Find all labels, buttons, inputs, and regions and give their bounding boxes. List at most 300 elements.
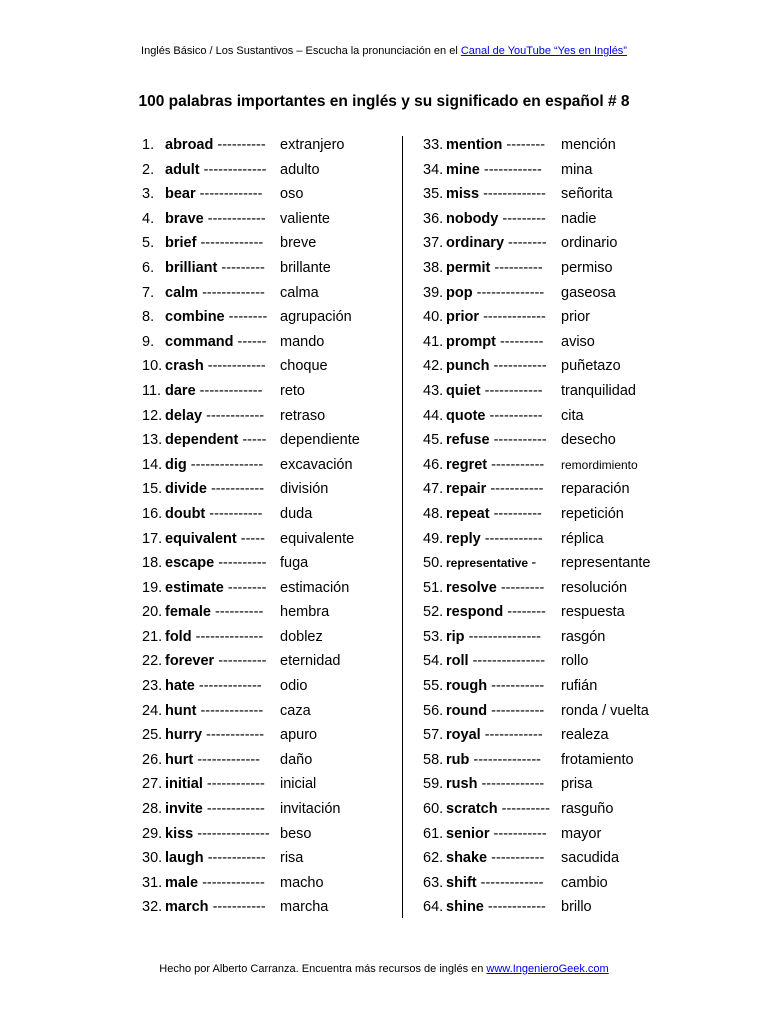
english-word [165, 281, 265, 306]
english-word-text: prompt [446, 333, 496, 350]
spanish-translation: eternidad [280, 653, 341, 670]
english-word-text: prior [446, 309, 480, 326]
spanish-translation: puñetazo [561, 358, 621, 375]
word-row [142, 871, 392, 896]
dash-separator: ------------- [483, 186, 546, 203]
word-number: 32. [142, 899, 163, 916]
word-number: 1. [142, 137, 155, 153]
word-number: 45. [423, 432, 444, 449]
english-word-text: rough [446, 678, 488, 695]
word-row [142, 723, 392, 748]
word-row [423, 379, 683, 404]
english-word [165, 231, 263, 256]
word-row [423, 600, 683, 625]
english-word-text: bear [165, 186, 196, 203]
dash-separator: ------------ [206, 727, 265, 744]
spanish-translation: réplica [561, 530, 604, 547]
english-word [165, 846, 266, 871]
english-word-text: combine [165, 309, 225, 326]
word-number: 15. [142, 481, 163, 498]
dash-separator: ------------ [206, 776, 265, 793]
english-word-text: roll [446, 653, 469, 670]
youtube-channel-link[interactable]: Canal de YouTube “Yes en Inglés” [460, 45, 627, 57]
english-word-text: hunt [165, 702, 197, 719]
website-link[interactable]: www.IngenieroGeek.com [486, 963, 609, 975]
spanish-translation: sacudida [561, 850, 620, 867]
word-row [142, 305, 392, 330]
word-number: 43. [423, 382, 444, 399]
word-row [142, 674, 392, 699]
dash-separator: -------- [507, 604, 546, 621]
word-row [423, 723, 683, 748]
spanish-translation: odio [280, 678, 308, 695]
english-word [446, 772, 544, 797]
word-row [423, 895, 683, 920]
word-row [142, 625, 392, 650]
english-word-text: doubt [165, 505, 206, 522]
word-number: 26. [142, 751, 163, 768]
word-number: 2. [142, 161, 155, 178]
word-row [423, 477, 683, 502]
english-word-text: march [165, 899, 209, 916]
spanish-translation: retraso [280, 407, 326, 424]
english-word [165, 207, 266, 232]
dash-separator: - [531, 555, 537, 572]
dash-separator: ----------- [210, 481, 265, 498]
dash-separator: ------------- [480, 874, 544, 891]
english-word-text: permit [446, 259, 491, 276]
word-row [423, 428, 683, 453]
dash-separator: ----- [242, 432, 267, 449]
word-number: 56. [423, 702, 444, 719]
spanish-translation: resolución [561, 579, 628, 596]
word-number: 62. [423, 850, 444, 867]
english-word-text: invite [165, 801, 203, 818]
dash-separator: ------------ [206, 407, 265, 424]
word-row [142, 330, 392, 355]
word-row [142, 649, 392, 674]
word-number: 23. [142, 678, 163, 695]
english-word-text: respond [446, 604, 504, 621]
dash-separator: ----------- [493, 432, 547, 449]
english-word [446, 158, 542, 183]
dash-separator: -------- [227, 579, 267, 596]
word-number: 44. [423, 407, 444, 424]
english-word [446, 453, 544, 478]
dash-separator: ----------- [491, 702, 545, 719]
english-word [165, 822, 270, 847]
spanish-translation: brillo [561, 899, 592, 916]
word-number: 3. [142, 186, 155, 203]
dash-separator: ----------- [489, 407, 543, 424]
word-row [423, 305, 683, 330]
word-row [142, 600, 392, 625]
spanish-translation: dependiente [280, 432, 360, 449]
word-number: 50. [423, 555, 444, 572]
word-row [423, 354, 683, 379]
word-row [423, 231, 683, 256]
word-row [423, 502, 683, 527]
word-number: 9. [142, 333, 155, 350]
spanish-translation: daño [280, 751, 313, 768]
word-row [142, 207, 392, 232]
english-word [446, 699, 544, 724]
english-word-text: refuse [446, 432, 490, 449]
word-number: 46. [423, 456, 444, 473]
spanish-translation: desecho [561, 432, 616, 449]
word-number: 63. [423, 874, 444, 891]
english-word-text: representative [446, 556, 529, 571]
word-row [423, 699, 683, 724]
english-word [446, 305, 546, 330]
spanish-translation: rollo [561, 653, 589, 670]
spanish-translation: calma [280, 284, 319, 301]
english-word-text: resolve [446, 579, 497, 596]
word-number: 18. [142, 555, 163, 572]
spanish-translation: apuro [280, 727, 318, 744]
word-number: 14. [142, 456, 163, 473]
word-number: 16. [142, 505, 163, 522]
english-word [446, 379, 543, 404]
word-number: 58. [423, 751, 444, 768]
spanish-translation: gaseosa [561, 284, 616, 301]
word-row [423, 674, 683, 699]
english-word-text: pop [446, 284, 473, 301]
dash-separator: ------------ [484, 727, 543, 744]
english-word-text: escape [165, 555, 215, 572]
spanish-translation: tranquilidad [561, 382, 636, 399]
dash-separator: --------------- [197, 825, 270, 842]
dash-separator: ------------ [487, 899, 546, 916]
spanish-translation: risa [280, 850, 304, 867]
english-word-text: round [446, 702, 488, 719]
spanish-translation: reto [280, 382, 305, 399]
english-word-text: reply [446, 530, 481, 547]
word-number: 22. [142, 653, 163, 670]
english-word-text: delay [165, 407, 203, 424]
english-word [446, 723, 543, 748]
english-word-text: royal [446, 727, 481, 744]
word-number: 33. [423, 137, 444, 153]
english-word [446, 600, 546, 625]
english-word-text: hurry [165, 727, 203, 744]
word-row [142, 502, 392, 527]
english-word-text: scratch [446, 801, 498, 818]
english-word-text: dependent [165, 432, 239, 449]
english-word [446, 871, 543, 896]
word-number: 29. [142, 825, 163, 842]
english-word-text: fold [165, 628, 192, 645]
dash-separator: --------------- [190, 456, 264, 473]
word-number: 60. [423, 801, 444, 818]
word-number: 40. [423, 309, 444, 326]
english-word [165, 527, 265, 552]
word-number: 36. [423, 210, 444, 227]
spanish-translation: rasgón [561, 628, 606, 645]
english-word [165, 699, 263, 724]
dash-separator: ------------- [202, 874, 265, 891]
word-row [423, 871, 683, 896]
dash-separator: ------------- [483, 309, 546, 326]
word-number: 4. [142, 210, 155, 227]
spanish-translation: caza [280, 702, 311, 719]
dash-separator: ------------ [484, 530, 543, 547]
spanish-translation: oso [280, 186, 304, 203]
dash-separator: ------------- [199, 186, 263, 203]
word-row [423, 846, 683, 871]
word-row [142, 158, 392, 183]
word-row [423, 453, 683, 478]
dash-separator: ----------- [493, 825, 547, 842]
dash-separator: ------------- [197, 751, 260, 768]
dash-separator: ------------- [481, 776, 545, 793]
word-row [142, 527, 392, 552]
english-word-text: hurt [165, 751, 194, 768]
word-row [423, 404, 683, 429]
spanish-translation: permiso [561, 259, 613, 276]
spanish-translation: prior [561, 309, 591, 326]
word-row [142, 404, 392, 429]
english-word [165, 600, 263, 625]
english-word-text: dare [165, 382, 196, 399]
english-word-text: brief [165, 235, 197, 252]
spanish-translation: rufián [561, 678, 598, 695]
english-word-text: kiss [165, 825, 194, 842]
english-word [446, 182, 546, 207]
word-row [423, 748, 683, 773]
column-divider [402, 136, 403, 918]
spanish-translation: remordimiento [561, 457, 638, 472]
spanish-translation: realeza [561, 727, 609, 744]
word-row [142, 797, 392, 822]
spanish-translation: hembra [280, 604, 330, 621]
spanish-translation: invitación [280, 801, 341, 818]
spanish-translation: brillante [280, 259, 331, 276]
english-word-text: ordinary [446, 235, 505, 252]
word-row [142, 182, 392, 207]
word-row [142, 428, 392, 453]
word-number: 55. [423, 678, 444, 695]
word-number: 34. [423, 161, 444, 178]
word-number: 20. [142, 604, 163, 621]
dash-separator: ----- [240, 530, 265, 547]
english-word-text: rub [446, 751, 470, 768]
dash-separator: ---------- [217, 137, 266, 153]
dash-separator: ----------- [491, 850, 545, 867]
spanish-translation: repetición [561, 505, 624, 522]
spanish-translation: breve [280, 235, 317, 252]
english-word [165, 428, 267, 453]
english-word [446, 846, 544, 871]
spanish-translation: doblez [280, 628, 323, 645]
english-word [165, 649, 267, 674]
english-word [446, 748, 541, 773]
spanish-translation: choque [280, 358, 328, 375]
english-word [165, 502, 262, 527]
dash-separator: ------------ [206, 801, 265, 818]
word-row [142, 453, 392, 478]
english-word-text: dig [165, 456, 187, 473]
dash-separator: ---------- [218, 653, 267, 670]
word-row [142, 354, 392, 379]
word-row [142, 576, 392, 601]
word-number: 61. [423, 825, 444, 842]
dash-separator: ------------ [483, 161, 542, 178]
spanish-translation: inicial [280, 776, 317, 793]
dash-separator: ------------- [200, 702, 264, 719]
spanish-translation: equivalente [280, 530, 355, 547]
english-word [165, 674, 262, 699]
spanish-translation: rasguño [561, 801, 614, 818]
dash-separator: ----------- [491, 678, 545, 695]
english-word [165, 871, 265, 896]
english-word [446, 231, 547, 256]
dash-separator: --------------- [468, 628, 541, 645]
spanish-translation: excavación [280, 456, 353, 473]
english-word [446, 895, 546, 920]
english-word [165, 723, 264, 748]
english-word [165, 133, 266, 158]
word-number: 13. [142, 432, 163, 449]
english-word [446, 576, 544, 601]
word-number: 11. [142, 382, 162, 399]
dash-separator: -------- [506, 137, 546, 153]
word-row [142, 231, 392, 256]
english-word [446, 527, 543, 552]
english-word-text: rush [446, 776, 478, 793]
dash-separator: -------------- [473, 751, 541, 768]
english-word-text: regret [446, 456, 488, 473]
spanish-translation: ronda / vuelta [561, 702, 649, 719]
dash-separator: ------------ [207, 850, 266, 867]
english-word [165, 576, 267, 601]
word-row [423, 133, 683, 158]
word-row [142, 895, 392, 920]
dash-separator: ------------- [199, 382, 263, 399]
word-number: 51. [423, 579, 444, 596]
word-number: 38. [423, 259, 444, 276]
spanish-translation: respuesta [561, 604, 625, 621]
word-list-left [142, 133, 392, 920]
english-word-text: shake [446, 850, 488, 867]
word-row [423, 182, 683, 207]
word-row [142, 699, 392, 724]
word-number: 8. [142, 309, 155, 326]
word-number: 57. [423, 727, 444, 744]
spanish-translation: señorita [561, 186, 613, 203]
english-word [446, 207, 546, 232]
english-word [165, 379, 262, 404]
english-word [446, 256, 543, 281]
english-word-text: miss [446, 186, 480, 203]
word-number: 30. [142, 850, 163, 867]
word-number: 64. [423, 899, 444, 916]
spanish-translation: fuga [280, 555, 309, 572]
word-row [142, 748, 392, 773]
english-word [165, 772, 265, 797]
english-word-text: senior [446, 825, 490, 842]
spanish-translation: duda [280, 505, 313, 522]
dash-separator: ---------- [494, 259, 543, 276]
dash-separator: ----------- [490, 481, 544, 498]
english-word [165, 256, 265, 281]
english-word [165, 158, 266, 183]
english-word-text: divide [165, 481, 207, 498]
english-word-text: forever [165, 653, 215, 670]
spanish-translation: marcha [280, 899, 329, 916]
word-row [423, 527, 683, 552]
english-word-text: mine [446, 161, 480, 178]
word-number: 35. [423, 186, 444, 203]
page-title: 100 palabras importantes en inglés y su significado en español # 8 [138, 93, 630, 110]
spanish-translation: ordinario [561, 235, 618, 252]
english-word-text: nobody [446, 210, 499, 227]
word-number: 31. [142, 874, 163, 891]
word-number: 48. [423, 505, 444, 522]
word-row [423, 576, 683, 601]
english-word [446, 502, 542, 527]
english-word-text: brave [165, 210, 204, 227]
spanish-translation: valiente [280, 210, 330, 227]
dash-separator: --------- [500, 579, 545, 596]
english-word-text: mention [446, 137, 503, 153]
word-row [423, 158, 683, 183]
english-word [165, 895, 266, 920]
dash-separator: ------------- [200, 235, 264, 252]
word-list-right [423, 133, 683, 920]
english-word-text: crash [165, 358, 204, 375]
english-word [446, 551, 536, 576]
word-row [142, 256, 392, 281]
english-word-text: quiet [446, 382, 481, 399]
word-row [142, 846, 392, 871]
word-number: 21. [142, 628, 163, 645]
dash-separator: -------- [508, 235, 547, 252]
dash-separator: ----------- [493, 358, 547, 375]
english-word [165, 404, 264, 429]
english-word-text: laugh [165, 850, 204, 867]
word-row [142, 281, 392, 306]
dash-separator: ----------- [212, 899, 266, 916]
english-word-text: shine [446, 899, 484, 916]
page-footer [0, 963, 768, 975]
spanish-translation: aviso [561, 333, 595, 350]
spanish-translation: adulto [280, 161, 320, 178]
english-word [446, 428, 547, 453]
spanish-translation: mando [280, 333, 325, 350]
english-word-text: estimate [165, 579, 224, 596]
word-number: 49. [423, 530, 444, 547]
word-row [423, 330, 683, 355]
english-word-text: calm [165, 284, 199, 301]
word-number: 52. [423, 604, 444, 621]
spanish-translation: mención [561, 137, 616, 153]
english-word [446, 330, 543, 355]
word-number: 41. [423, 333, 444, 350]
english-word [165, 477, 264, 502]
word-row [423, 625, 683, 650]
word-row [423, 822, 683, 847]
english-word [165, 182, 262, 207]
word-row [423, 256, 683, 281]
dash-separator: -------- [228, 309, 268, 326]
spanish-translation: mina [561, 161, 593, 178]
word-number: 47. [423, 481, 444, 498]
dash-separator: --------------- [472, 653, 546, 670]
spanish-translation: agrupación [280, 309, 352, 326]
english-word-text: repair [446, 481, 487, 498]
spanish-translation: cita [561, 407, 584, 424]
